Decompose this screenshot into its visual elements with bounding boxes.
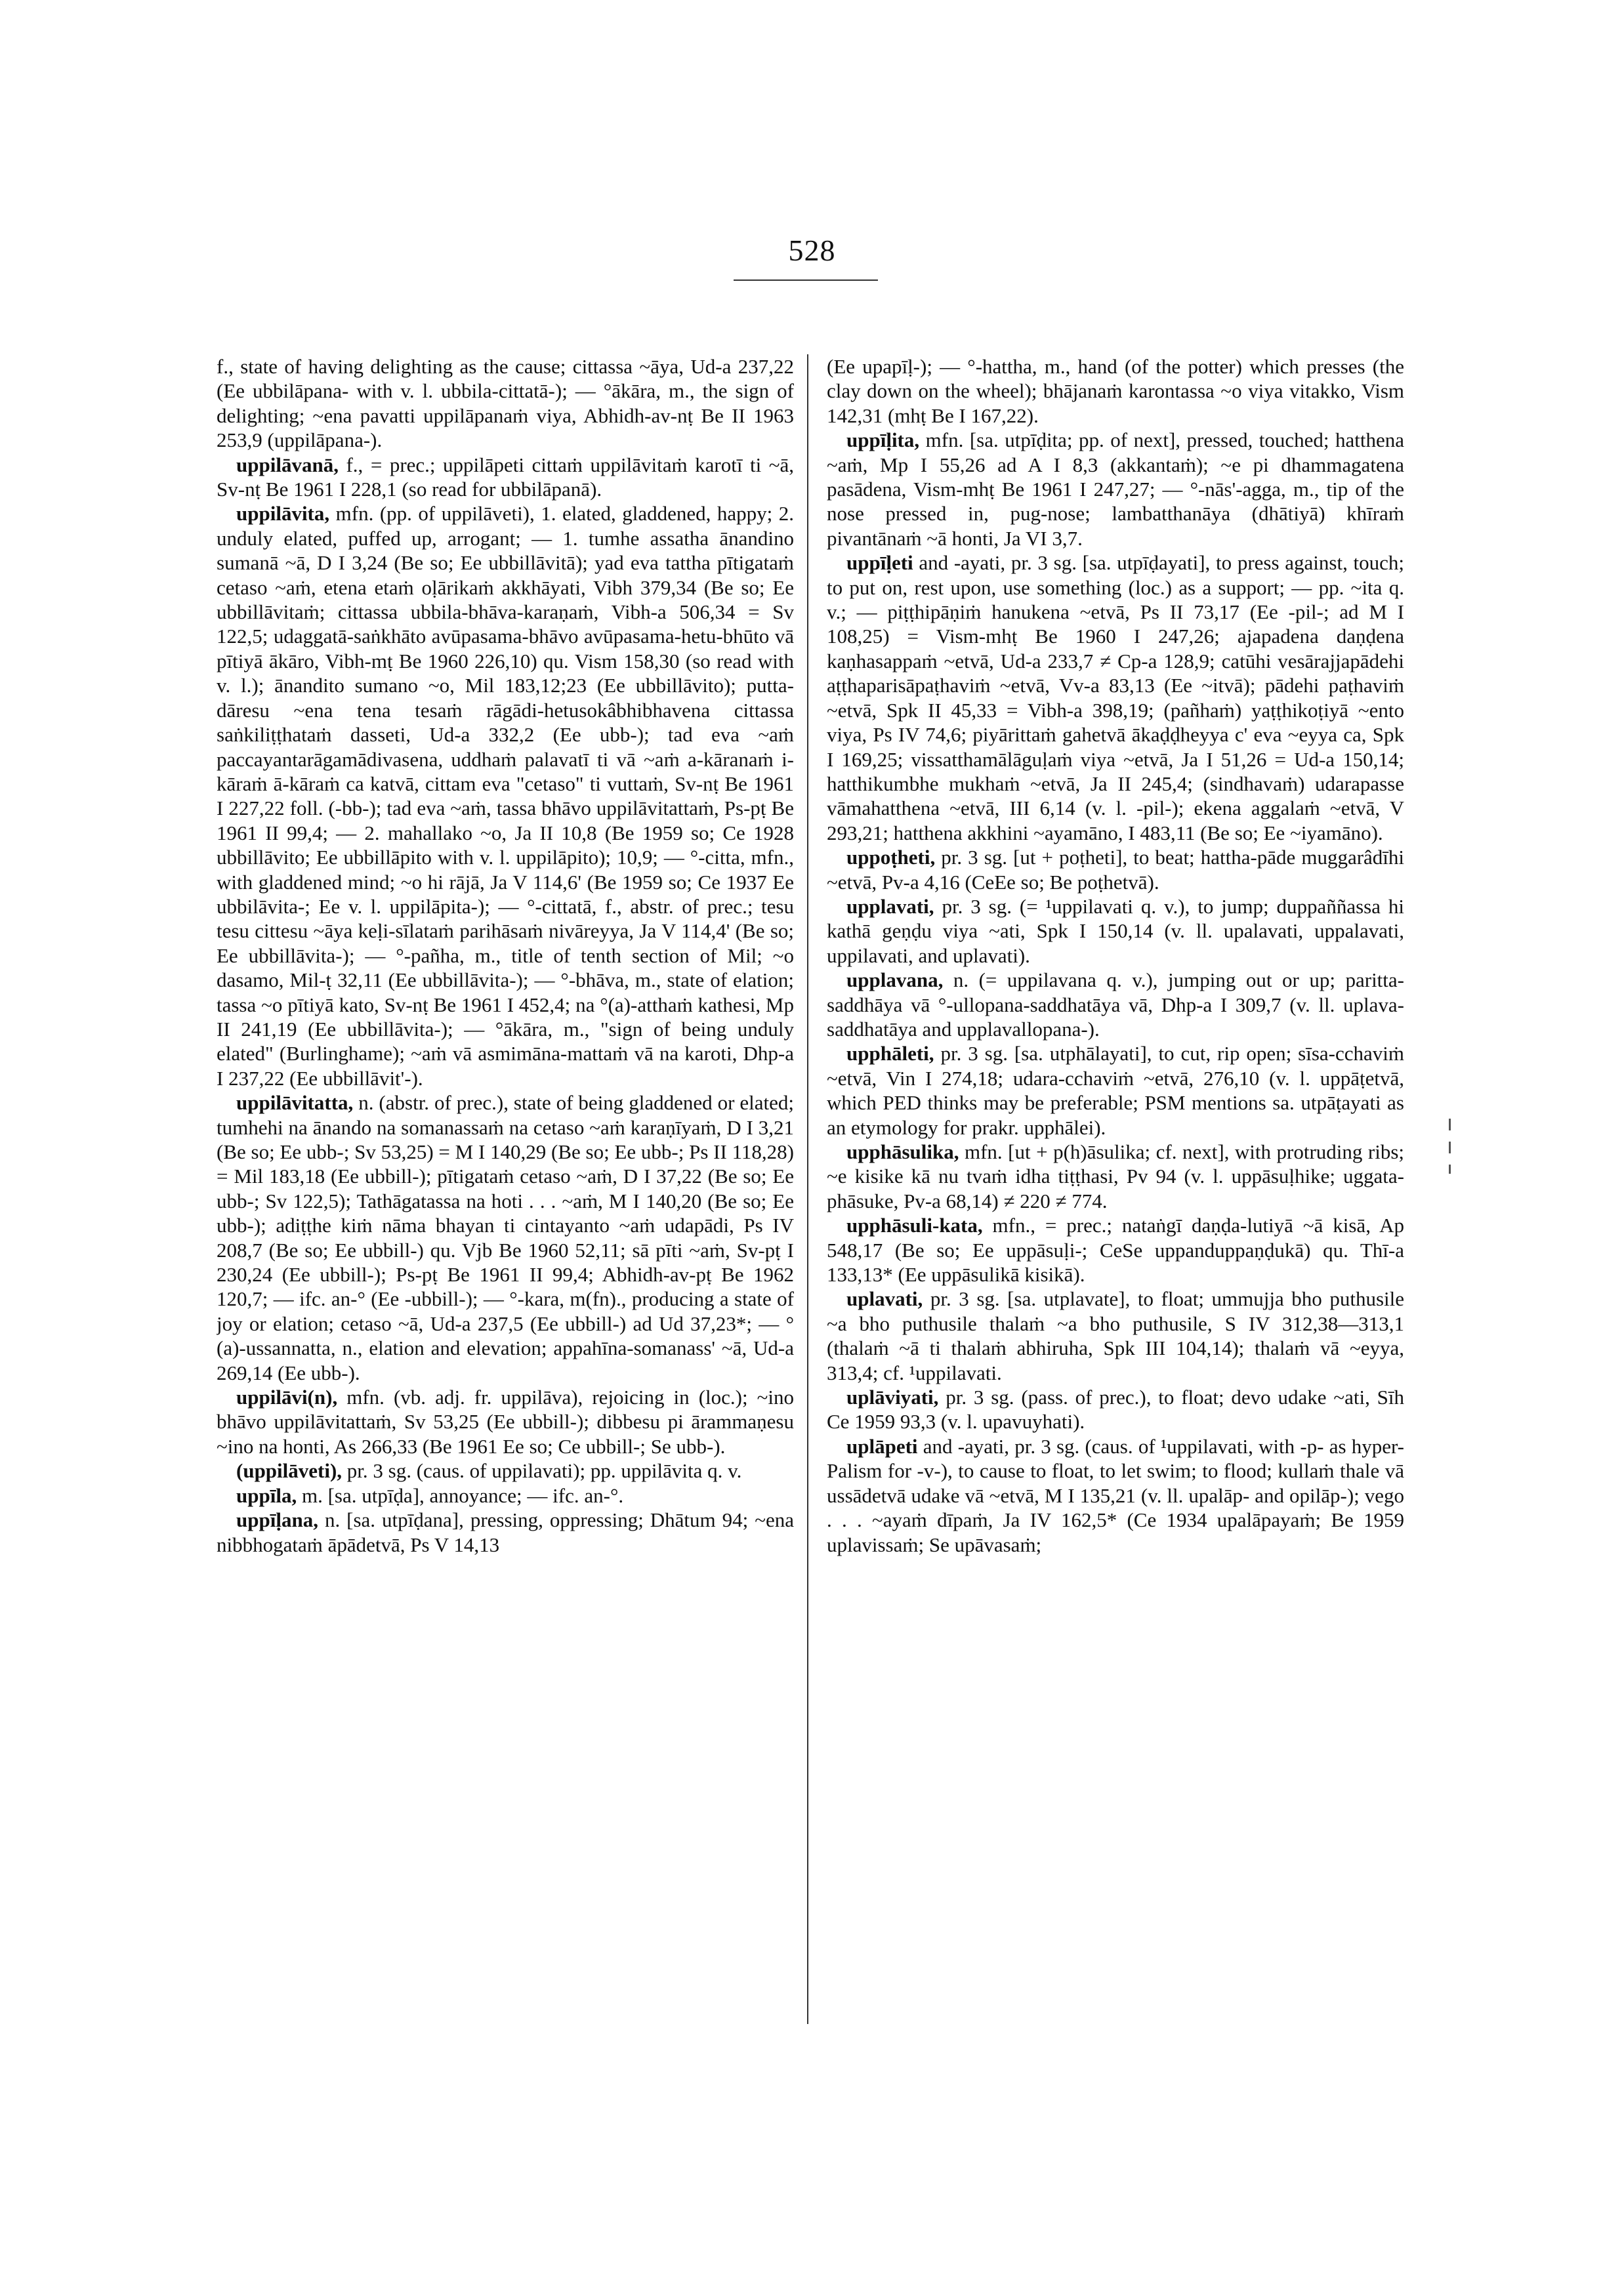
entry-body: n. (abstr. of prec.), state of being gladdened or elated; tumhehi na ānando na somanassaṁ na cetaso ~aṁ karaṇīyaṁ, D I 3,21 (Be so; Ee ubb-; Sv 53,25) = M I 140,29 (Be so; Ee ubb-; Ps II 118,28) = Mil 183,18 (Ee ubbill-); pītigataṁ cetaso ~aṁ, D I 37,22 (Be so; Ee ubb-; Sv 122,5); Tathāgatassa na hoti . . . ~aṁ, M I 140,20 (Be so; Ee ubb-); adiṭṭhe kiṁ nāma bhayan ti cintayanto ~aṁ udapādi, Ps IV 208,7 (Be so; Ee ubbill-) qu. Vjb Be 1960 52,11; sā pīti ~aṁ, Sv-pṭ I 230,24 (Ee ubbill-); Ps-pṭ Be 1961 II 99,4; Abhidh-av-pṭ Be 1962 120,7; — ifc. an-° (Ee -ubbill-); — °-kara, m(fn)., producing a state of joy or elation; cetaso ~ā, Ud-a 237,5 (Ee ubbill-) ad Ud 37,23*; — °(a)-ussannatta, n., elation and elevation; appahīna-somanass' ~ā, Ud-a 269,14 (Ee ubb-). [217, 1091, 794, 1384]
entry-headword: uppīḷeti [846, 551, 913, 575]
dictionary-entry [827, 1287, 1404, 1385]
dictionary-entry [827, 845, 1404, 894]
dictionary-entry [217, 1483, 794, 1508]
entry-body: and -ayati, pr. 3 sg. (caus. of ¹uppilavati, with -p- as hyper-Palism for -v-), to cause to float, to let swim; to flood; kullaṁ thale vā ussādetvā udake vā ~etvā, M I 135,21 (v. ll. upalāp- and opilāp-); vego . . . ~ayaṁ dīpaṁ, Ja IV 162,5* (Ce 1934 upalāpayaṁ; Be 1959 uplavissaṁ; Se upāvasaṁ; [827, 1434, 1404, 1556]
entry-body: n. [sa. utpīḍana], pressing, oppressing; Dhātum 94; ~ena nibbhogataṁ āpādetvā, Ps V 14,13 [217, 1508, 794, 1556]
entry-headword: uppilāvitatta, [236, 1091, 354, 1115]
entry-body: mfn. [ut + p(h)āsulika; cf. next], with protruding ribs; ~e kisike kā nu tvaṁ idha tiṭṭhasi, Pv 94 (v. l. uppāsuḷhike; uggata-phāsuke, Pv-a 68,14) ≠ 220 ≠ 774. [827, 1140, 1404, 1212]
left-column [217, 354, 794, 2021]
dictionary-entry [827, 894, 1404, 968]
entry-body: n. (= uppilavana q. v.), jumping out or up; paritta-saddhāya vā °-ullopana-saddhatāya vā, Dhp-a I 309,7 (v. ll. uplava-saddhatāya and upplavallopana-). [827, 968, 1404, 1041]
entry-body: pr. 3 sg. (pass. of prec.), to float; devo udake ~ati, Sīh Ce 1959 93,3 (v. l. upavuyhati). [827, 1386, 1404, 1434]
dictionary-entry [217, 453, 794, 502]
entry-headword: uplāviyati, [846, 1386, 939, 1409]
entry-headword: upplavati, [846, 894, 934, 918]
entry-headword: upphāsuli-kata, [846, 1214, 983, 1237]
entry-headword: upphāsulika, [846, 1140, 959, 1163]
entry-body: f., = prec.; uppilāpeti cittaṁ uppilāvitaṁ karotī ti ~ā, Sv-nṭ Be 1961 I 228,1 (so read for ubbilāpanā). [217, 453, 794, 501]
dictionary-entry [217, 354, 794, 453]
entry-body: pr. 3 sg. [sa. utplavate], to float; ummujja bho puthusile ~a bho puthusile thalaṁ ~a bho puthusile, S IV 312,38—313,1 (thalaṁ ~ā ti thalaṁ abhiruha, Spk III 104,14); thalaṁ vā ~eyya, 313,4; cf. ¹uppilavati. [827, 1287, 1404, 1384]
dictionary-entry [827, 1434, 1404, 1557]
margin-tick [1449, 1119, 1451, 1130]
entry-headword: uppīḷana, [236, 1508, 318, 1532]
entry-body: m. [sa. utpīḍa], annoyance; — ifc. an-°. [301, 1483, 624, 1507]
entry-headword: uppilāvi(n), [236, 1386, 338, 1409]
entry-body: (Ee upapīḷ-); — °-hattha, m., hand (of the potter) which presses (the clay down on the wheel); bhājanaṁ karontassa ~o viya vitakko, Vism 142,31 (mhṭ Be I 167,22). [827, 355, 1404, 427]
entry-headword: uplāpeti [846, 1434, 918, 1458]
dictionary-entry [827, 1385, 1404, 1434]
margin-tick [1449, 1142, 1451, 1153]
entry-headword: uplavati, [846, 1287, 923, 1311]
column-divider [807, 354, 808, 2024]
entry-body: and -ayati, pr. 3 sg. [sa. utpīḍayati], to press against, touch; to put on, rest upon, use something (loc.) as a support; — pp. ~ita q. v.; — piṭṭhipāṇiṁ hanukena ~etvā, Ps II 73,17 (Ee -pil-; ad M I 108,25) = Vism-mhṭ Be 1960 I 247,26; ajapadena daṇḍena kaṇhasappaṁ ~etvā, Ud-a 233,7 ≠ Cp-a 128,9; catūhi vesārajjapādehi aṭṭhaparisāpaṭhaviṁ ~etvā, Vv-a 83,13 (Ee ~itvā); pādehi paṭhaviṁ ~etvā, Spk II 45,33 = Vibh-a 398,19; (pañhaṁ) yaṭṭhikoṭiyā ~ento viya, Ps IV 74,6; piyārittaṁ gahetvā ākaḍḍheyya c' eva ~eyya ca, Spk I 169,25; vissatthamālāguḷaṁ viya ~etvā, Ja I 51,26 = Ud-a 150,14; hatthikumbhe mukhaṁ ~etvā, Ja II 245,4; (sindhavaṁ) udarapasse vāmahatthena ~etvā, III 6,14 (v. l. -pil-); ekena aggalaṁ ~etvā, V 293,21; hatthena akkhini ~ayamāno, I 483,11 (Be so; Ee ~iyamāno). [827, 551, 1404, 844]
dictionary-entry [217, 1458, 794, 1483]
entry-body: mfn. [sa. utpīḍita; pp. of next], pressed, touched; hatthena ~aṁ, Mp I 55,26 ad A I 8,3 (akkantaṁ); ~e pi dhammagatena pasādena, Vism-mhṭ Be 1961 I 247,27; — °-nās'-agga, m., tip of the nose pressed in, pug-nose; lambatthanāya (dhātiyā) khīraṁ pivantānaṁ ~ā honti, Ja VI 3,7. [827, 428, 1404, 550]
entry-headword: uppilāvanā, [236, 453, 339, 476]
dictionary-entry [827, 1213, 1404, 1287]
entry-body: f., state of having delighting as the cause; cittassa ~āya, Ud-a 237,22 (Ee ubbilāpana- with v. l. ubbila-cittatā-); — °ākāra, m., the sign of delighting; ~ena pavatti uppilāpanaṁ viya, Abhidh-av-nṭ Be II 1963 253,9 (uppilāpana-). [217, 355, 794, 452]
margin-tick [1449, 1165, 1451, 1174]
header-rule [734, 279, 878, 281]
entry-body: mfn., = prec.; nataṅgī daṇḍa-lutiyā ~ā kisā, Ap 548,17 (Be so; Ee uppāsuḷi-; CeSe uppanduppaṇḍukā) qu. Thī-a 133,13* (Ee uppāsulikā kisikā). [827, 1214, 1404, 1287]
entry-headword: uppīḷita, [846, 428, 920, 452]
dictionary-entry [217, 1090, 794, 1385]
dictionary-entry [827, 428, 1404, 550]
page-number: 528 [788, 234, 836, 267]
entry-headword: uppilāvita, [236, 502, 330, 526]
entry-headword: uppīla, [236, 1483, 297, 1507]
dictionary-entry [217, 1508, 794, 1557]
dictionary-entry [217, 501, 794, 1090]
entry-headword: uppoṭheti, [846, 846, 936, 869]
entry-body: mfn. (vb. adj. fr. uppilāva), rejoicing in (loc.); ~ino bhāvo uppilāvitattaṁ, Sv 53,25 (Ee ubbill-); dibbesu pi ārammaṇesu ~ino na honti, As 266,33 (Be 1961 Ee so; Ce ubbill-; Se ubb-). [217, 1386, 794, 1458]
entry-headword: (uppilāveti), [236, 1459, 343, 1483]
dictionary-entry [827, 1041, 1404, 1140]
entry-body: pr. 3 sg. (= ¹uppilavati q. v.), to jump; duppaññassa hi kathā geṇḍu viya ~ati, Spk I 150,14 (v. ll. upalavati, uppalavati, uppilavati, and uplavati). [827, 894, 1404, 967]
dictionary-entry [827, 354, 1404, 428]
dictionary-entry [827, 968, 1404, 1041]
entry-headword: upplavana, [846, 968, 944, 992]
dictionary-entry [827, 1140, 1404, 1213]
dictionary-entry [217, 1385, 794, 1458]
right-column [827, 354, 1404, 2021]
dictionary-entry [827, 550, 1404, 845]
entry-body: pr. 3 sg. [ut + poṭheti], to beat; hattha-pāde muggarâdīhi ~etvā, Pv-a 4,16 (CeEe so; Be poṭhetvā). [827, 846, 1404, 894]
entry-body: pr. 3 sg. [sa. utphālayati], to cut, rip open; sīsa-cchaviṁ ~etvā, Vin I 274,18; udara-cchaviṁ ~etvā, 276,10 (v. l. uppāṭetvā, which PED thinks may be preferable; PSM mentions sa. utpāṭayati as an etymology for prakr. upphālei). [827, 1042, 1404, 1139]
entry-body: mfn. (pp. of uppilāveti), 1. elated, gladdened, happy; 2. unduly elated, puffed up, arrogant; — 1. tumhe assatha ānandino sumanā ~ā, D I 3,24 (Be so; Ee ubbillāvitā); yad eva tattha pītigataṁ cetaso ~aṁ, etena etaṁ oḷārikaṁ akkhāyati, Vibh 379,34 (Be so; Ee ubbillāvitaṁ; cittassa ubbila-bhāva-karaṇaṁ, Vibh-a 506,34 = Sv 122,5; udaggatā-saṅkhāto avūpasama-bhāvo avūpasama-hetu-bhūto vā pītiyā ākāro, Vibh-mṭ Be 1960 226,10) qu. Vism 158,30 (so read with v. l.); ānandito sumano ~o, Mil 183,12;23 (Ee ubbillāvito); putta-dāresu ~ena tena tesaṁ rāgādi-hetusokâbhibhavena cittassa saṅkiliṭṭhataṁ dasseti, Ud-a 332,2 (Ee ubb-); tad eva ~aṁ paccayantarāgamādivasena, uddhaṁ palavatī ti vā ~aṁ a-kāranaṁ i-kāraṁ ā-kāraṁ ca katvā, cittam eva "cetaso" ti vuttaṁ, Sv-nṭ Be 1961 I 227,22 foll. (-bb-); tad eva ~aṁ, tassa bhāvo uppilāvitattaṁ, Ps-pṭ Be 1961 II 99,4; — 2. mahallako ~o, Ja II 10,8 (Be 1959 so; Ce 1928 ubbillāvito; Ee ubbillāpito with v. l. uppilāpito); 10,9; — °-citta, mfn., with gladdened mind; ~o hi rājā, Ja V 114,6' (Be 1959 so; Ce 1937 Ee ubbilāvita-; Ee v. l. uppilāpita-); — °-cittatā, f., abstr. of prec.; tesu tesu cittesu ~āya keḷi-sīlataṁ parihāsaṁ nivāreyya, Ja V 114,4' (Be so; Ee ubbillāvita-); — °-pañha, m., title of tenth section of Mil; ~o dasamo, Mil-ṭ 32,11 (Ee ubbillāvita-); — °-bhāva, m., state of elation; tassa ~o pītiyā kato, Sv-nṭ Be 1961 I 452,4; na °(a)-atthaṁ kathesi, Mp II 241,19 (Ee ubbillāvita-); — °ākāra, m., "sign of being unduly elated" (Burlinghame); ~aṁ vā asmimāna-mattaṁ vā na karoti, Dhp-a I 237,22 (Ee ubbillāvit'-). [217, 502, 794, 1090]
entry-body: pr. 3 sg. (caus. of uppilavati); pp. uppilāvita q. v. [346, 1459, 742, 1483]
entry-headword: upphāleti, [846, 1042, 934, 1065]
